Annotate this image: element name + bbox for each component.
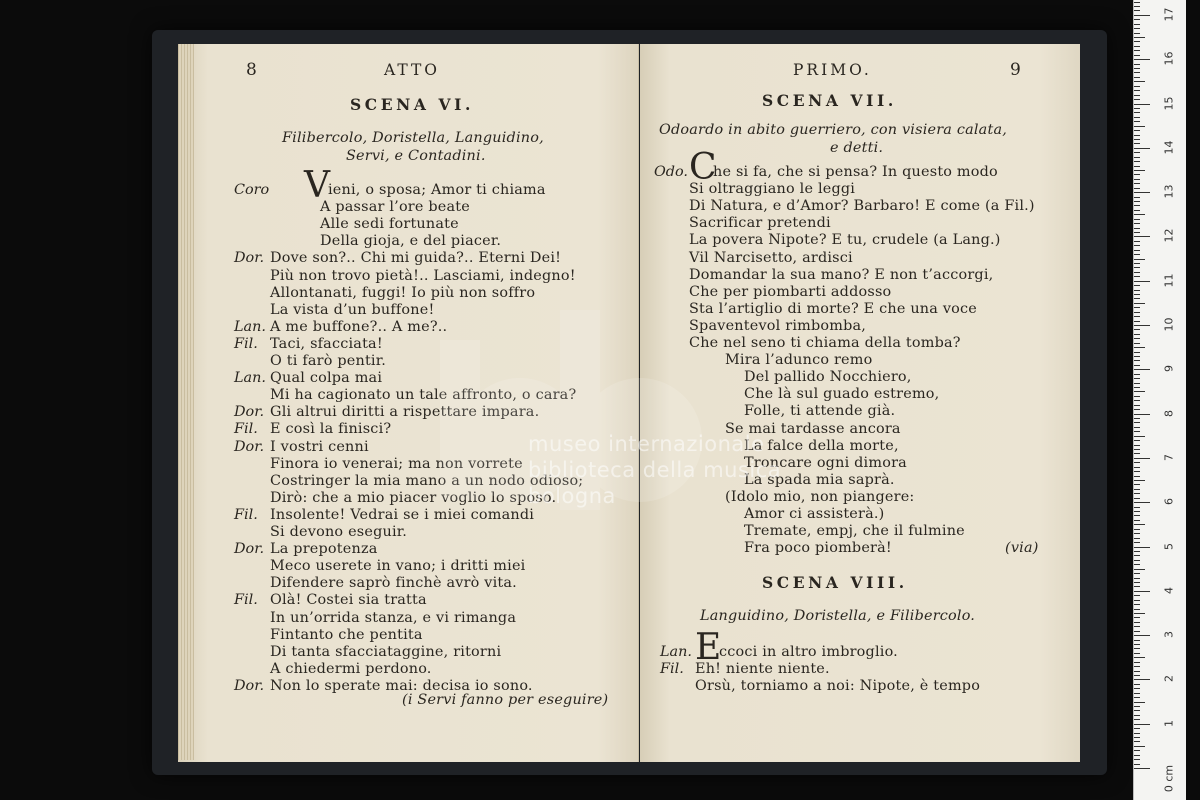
verse-line: Mi ha cagionato un tale affronto, o cara? [270,387,577,404]
ruler-tick [1134,374,1140,375]
ruler-tick [1134,507,1140,508]
ruler-tick [1134,254,1140,255]
verse-line: Troncare ogni dimora [744,454,907,471]
verse-line: Folle, ti attende già. [744,403,896,420]
verse-line: E così la finisci? [270,421,392,438]
ruler-tick [1134,205,1140,206]
verse-line: Sacrificar pretendi [689,215,831,232]
verse-line: Gli altrui diritti a rispettare impara. [270,404,540,421]
ruler-tick [1134,55,1140,56]
verse-line: Meco userete in vano; i dritti miei [270,558,526,575]
ruler-tick [1134,622,1140,623]
ruler-tick [1134,578,1140,579]
ruler-tick [1134,582,1140,583]
ruler-tick [1134,50,1140,51]
ruler-tick [1134,445,1140,446]
ruler-unit: 0 cm [1162,764,1176,793]
ruler-tick [1134,192,1150,193]
verse-line: Che per piombarti addosso [689,283,892,300]
ruler-tick [1134,104,1150,105]
ruler-tick [1134,387,1140,388]
ruler-tick [1134,524,1145,525]
speaker-label: Lan. [234,318,266,335]
ruler-tick [1134,290,1140,291]
ruler-tick [1134,533,1140,534]
speaker-label: Fil. [234,506,258,523]
ruler-tick [1134,68,1140,69]
ruler-tick [1134,471,1140,472]
ruler-tick [1134,46,1140,47]
ruler-tick [1134,112,1140,113]
ruler-tick [1134,449,1140,450]
drop-capital: E [695,627,722,668]
left-scene-heading: SCENA VI. [350,95,475,114]
ruler-tick [1134,400,1140,401]
ruler-tick [1134,312,1140,313]
ruler-tick [1134,693,1140,694]
verse-line: Olà! Costei sia tratta [270,592,427,609]
page-edges [178,44,194,760]
ruler-tick [1134,418,1140,419]
ruler-tick [1134,750,1140,751]
ruler-tick [1134,462,1140,463]
verse-line: La falce della morte, [744,437,899,454]
ruler-tick [1134,130,1140,131]
verse-line: (Idolo mio, non piangere: [725,488,915,505]
verse-line: Che nel seno ti chiama della tomba? [689,335,961,351]
verse-line: ccoci in altro imbroglio. [719,644,898,660]
verse-line: La povera Nipote? E tu, crudele (a Lang.) [689,232,1001,249]
ruler-tick [1134,617,1140,618]
speaker-label: Dor. [234,677,265,694]
ruler-tick [1134,640,1140,641]
verse-line: La vista d’un buffone! [270,301,435,318]
ruler-tick [1134,613,1145,614]
verse-line: Finora io venerai; ma non vorrete [270,455,523,472]
verse-line: Qual colpa mai [270,370,383,387]
ruler-tick [1134,343,1140,344]
ruler-tick [1134,653,1140,654]
ruler-tick [1134,586,1140,587]
ruler-tick [1134,710,1140,711]
ruler-tick [1134,697,1140,698]
verse-line: Della gioja, e del piacer. [320,233,502,250]
ruler-tick [1134,542,1140,543]
verse-line: A passar l’ore beate [320,199,470,216]
ruler-tick [1134,95,1140,96]
speaker-label: Dor. [234,541,265,558]
ruler-tick [1134,37,1145,38]
speaker-label: Dor. [234,404,265,421]
speaker-label: Lan. [660,644,692,660]
left-cast-line-2: Servi, e Contadini. [346,148,486,164]
ruler-tick [1134,33,1140,34]
ruler-tick [1134,476,1140,477]
ruler-tick [1134,746,1145,747]
ruler-tick [1134,427,1140,428]
verse-line: Vil Narcisetto, ardisci [689,249,853,266]
ruler-tick [1134,219,1140,220]
ruler-mark: 3 [1162,631,1176,639]
verse-line: Si devono eseguir. [270,524,408,540]
right-running-head: PRIMO. [793,61,872,79]
verse-line: A chiedermi perdono. [270,660,432,677]
ruler-tick [1134,298,1140,299]
ruler-tick [1134,59,1150,60]
ruler-tick [1134,329,1140,330]
right-scene-heading: SCENA VII. [762,91,897,110]
speaker-label: Fil. [234,592,258,609]
ruler-tick [1134,210,1140,211]
ruler-tick [1134,741,1140,742]
speaker-label: Coro [234,182,270,198]
ruler-tick [1134,569,1145,570]
verse-line: Domandar la sua mano? E non t’accorgi, [689,266,994,283]
ruler-tick [1134,502,1150,503]
ruler-tick [1134,139,1140,140]
ruler-tick [1134,480,1145,481]
ruler-tick [1134,28,1140,29]
ruler-tick [1134,657,1145,658]
ruler-tick [1134,321,1140,322]
ruler-tick [1134,560,1140,561]
ruler-tick [1134,604,1140,605]
ruler-tick [1134,276,1140,277]
ruler-tick [1134,595,1140,596]
verse-line: Costringer la mia mano a un nodo odioso; [270,472,584,489]
ruler-mark: 17 [1162,7,1176,22]
ruler-tick [1134,121,1140,122]
ruler-tick [1134,733,1140,734]
ruler-tick [1134,422,1140,423]
verse-line: Dirò: che a mio piacer voglio lo sposo. [270,489,557,506]
watermark-line-3: bologna [528,484,616,508]
verse-line: Sta l’artiglio di morte? E che una voce [689,300,977,317]
ruler-tick [1134,259,1145,260]
ruler-mark: 1 [1162,719,1176,727]
right-cast-line-2: e detti. [830,140,884,156]
ruler-tick [1134,347,1145,348]
ruler-tick [1134,281,1150,282]
ruler-tick [1134,702,1145,703]
ruler-tick [1134,724,1150,725]
ruler-tick [1134,666,1140,667]
ruler-tick [1134,675,1140,676]
verse-line: I vostri cenni [270,438,369,455]
ruler-tick [1134,352,1140,353]
verse-line: O ti farò pentir. [270,353,387,369]
ruler-tick [1134,728,1140,729]
ruler-tick [1134,538,1140,539]
speaker-label: Fil. [660,661,684,678]
ruler-tick [1134,41,1140,42]
ruler-tick [1134,15,1150,16]
verse-line: La prepotenza [270,541,378,558]
ruler-tick [1134,764,1140,765]
verse-line: Spaventevol rimbomba, [689,317,867,334]
ruler-tick [1134,737,1140,738]
verse-line: Difendere saprò finchè avrò vita. [270,575,517,592]
verse-line: Del pallido Nocchiero, [744,369,912,386]
ruler-tick [1134,671,1140,672]
ruler-mark: 14 [1162,140,1176,155]
ruler-tick [1134,272,1140,273]
ruler-tick [1134,174,1140,175]
ruler-tick [1134,573,1140,574]
left-stage-direction: (i Servi fanno per eseguire) [402,692,609,708]
ruler-tick [1134,232,1140,233]
exit-direction: (via) [1005,540,1039,556]
ruler-tick [1134,19,1140,20]
verse-line: Più non trovo pietà!.. Lasciami, indegno! [270,267,576,284]
verse-line: he si fa, che si pensa? In questo modo [713,164,998,180]
ruler-tick [1134,316,1140,317]
verse-line: Di Natura, e d’Amor? Barbaro! E come (a Fil.) [689,198,1035,215]
verse-line: Che là sul guado estremo, [744,386,940,403]
ruler-tick [1134,250,1140,251]
ruler-tick [1134,157,1140,158]
verse-line: La spada mia saprà. [744,471,895,488]
ruler-tick [1134,719,1140,720]
ruler-tick [1134,170,1145,171]
speaker-label: Fil. [234,421,258,438]
ruler-tick [1134,307,1140,308]
ruler-tick [1134,405,1140,406]
verse-line: Mira l’adunco remo [725,352,873,369]
ruler-tick [1134,648,1140,649]
verse-line: Alle sedi fortunate [320,216,459,233]
ruler-tick [1134,72,1140,73]
ruler-tick [1134,334,1140,335]
ruler-tick [1134,99,1140,100]
ruler-tick [1134,236,1150,237]
ruler-tick [1134,626,1140,627]
speaker-label: Lan. [234,370,266,387]
ruler-tick [1134,135,1140,136]
ruler-tick [1134,378,1140,379]
ruler-tick [1134,2,1140,3]
ruler-tick [1134,214,1145,215]
ruler-tick [1134,555,1140,556]
ruler-tick [1134,356,1140,357]
ruler-tick [1134,391,1145,392]
verse-line: Fintanto che pentita [270,626,423,643]
ruler-tick [1134,188,1140,189]
ruler-tick [1134,201,1140,202]
verse-line: Tremate, empj, che il fulmine [744,523,965,540]
ruler-tick [1134,679,1150,680]
ruler-tick [1134,223,1140,224]
verse-line: Dove son?.. Chi mi guida?.. Eterni Dei! [270,250,562,267]
ruler-tick [1134,547,1150,548]
speaker-label: Dor. [234,250,265,267]
ruler-tick [1134,467,1140,468]
ruler-tick [1134,197,1140,198]
ruler-mark: 13 [1162,184,1176,199]
ruler-tick [1134,458,1150,459]
ruler-tick [1134,369,1150,370]
ruler-tick [1134,360,1140,361]
ruler-tick [1134,77,1140,78]
ruler-tick [1134,529,1140,530]
speaker-label: Odo. [654,164,688,180]
ruler-tick [1134,263,1140,264]
drop-capital: C [689,147,717,188]
ruler-mark: 16 [1162,51,1176,66]
ruler-tick [1134,688,1140,689]
right-scene2-heading: SCENA VIII. [762,573,908,592]
ruler-tick [1134,179,1140,180]
ruler-mark: 2 [1162,675,1176,683]
ruler-tick [1134,644,1140,645]
ruler-tick [1134,325,1150,326]
ruler-tick [1134,414,1150,415]
ruler-tick [1134,108,1140,109]
ruler-tick [1134,245,1140,246]
ruler-tick [1134,10,1140,11]
watermark-line-2: biblioteca della musica [528,458,782,482]
ruler-tick [1134,768,1150,769]
ruler-tick [1134,453,1140,454]
right-cast-line-1: Odoardo in abito guerriero, con visiera calata, [659,122,1008,138]
measurement-ruler [1133,0,1186,800]
verse-line: Allontanati, fuggi! Io più non soffro [270,284,536,301]
ruler-tick [1134,303,1145,304]
ruler-tick [1134,436,1145,437]
ruler-tick [1134,662,1140,663]
ruler-tick [1134,6,1140,7]
ruler-tick [1134,409,1140,410]
ruler-tick [1134,396,1140,397]
ruler-tick [1134,148,1150,149]
verse-line: A me buffone?.. A me?.. [270,318,448,335]
ruler-tick [1134,126,1145,127]
ruler-tick [1134,631,1140,632]
ruler-mark: 15 [1162,96,1176,110]
ruler-tick [1134,81,1145,82]
speaker-label: Dor. [234,438,265,455]
ruler-tick [1134,64,1140,65]
ruler-tick [1134,166,1140,167]
verse-line: ieni, o sposa; Amor ti chiama [328,182,546,198]
ruler-tick [1134,564,1140,565]
ruler-tick [1134,161,1140,162]
ruler-tick [1134,715,1140,716]
drop-capital: V [304,165,330,206]
ruler-tick [1134,684,1140,685]
ruler-tick [1134,431,1140,432]
verse-line: Eh! niente niente. [695,661,830,678]
ruler-tick [1134,755,1140,756]
ruler-mark: 9 [1162,365,1176,373]
ruler-tick [1134,515,1140,516]
verse-line: In un’orrida stanza, e vi rimanga [270,609,517,626]
ruler-tick [1134,241,1140,242]
ruler-mark: 4 [1162,586,1176,594]
verse-line: Non lo sperate mai: decisa io sono. [270,677,533,694]
ruler-tick [1134,143,1140,144]
ruler-mark: 6 [1162,498,1176,506]
ruler-mark: 12 [1162,228,1176,243]
left-running-head: ATTO [384,61,441,79]
right-page-number: 9 [1010,60,1022,80]
ruler-tick [1134,498,1140,499]
ruler-tick [1134,117,1140,118]
left-page-number: 8 [246,60,258,80]
ruler-tick [1134,635,1150,636]
watermark-line-1: museo internazionale [528,432,765,456]
verse-line: Orsù, torniamo a noi: Nipote, è tempo [695,678,981,695]
ruler-tick [1134,489,1140,490]
ruler-tick [1134,267,1140,268]
ruler-mark: 5 [1162,542,1176,550]
ruler-tick [1134,493,1140,494]
ruler-tick [1134,90,1140,91]
verse-line: Insolente! Vedrai se i miei comandi [270,506,535,523]
speaker-label: Fil. [234,335,258,352]
ruler-tick [1134,338,1140,339]
ruler-tick [1134,520,1140,521]
ruler-tick [1134,609,1140,610]
ruler-mark: 7 [1162,453,1176,461]
ruler-tick [1134,228,1140,229]
ruler-tick [1134,591,1150,592]
left-cast-line-1: Filibercolo, Doristella, Languidino, [282,130,544,146]
ruler-tick [1134,285,1140,286]
ruler-tick [1134,759,1140,760]
ruler-tick [1134,24,1140,25]
ruler-tick [1134,440,1140,441]
ruler-tick [1134,383,1140,384]
ruler-tick [1134,511,1140,512]
ruler-tick [1134,152,1140,153]
ruler-tick [1134,484,1140,485]
verse-line: Taci, sfacciata! [270,335,383,352]
ruler-tick [1134,551,1140,552]
ruler-tick [1134,600,1140,601]
ruler-mark: 10 [1162,317,1176,332]
ruler-tick [1134,365,1140,366]
verse-line: Se mai tardasse ancora [725,420,901,437]
ruler-tick [1134,294,1140,295]
verse-line: Di tanta sfacciataggine, ritorni [270,643,502,660]
ruler-tick [1134,706,1140,707]
ruler-mark: 8 [1162,409,1176,417]
verse-line: Si oltraggiano le leggi [689,181,856,198]
ruler-tick [1134,183,1140,184]
ruler-tick [1134,86,1140,87]
ruler-mark: 11 [1162,273,1176,288]
right-cast2: Languidino, Doristella, e Filibercolo. [700,608,976,624]
verse-line: Fra poco piomberà! [744,540,892,557]
verse-line: Amor ci assisterà.) [744,506,885,522]
